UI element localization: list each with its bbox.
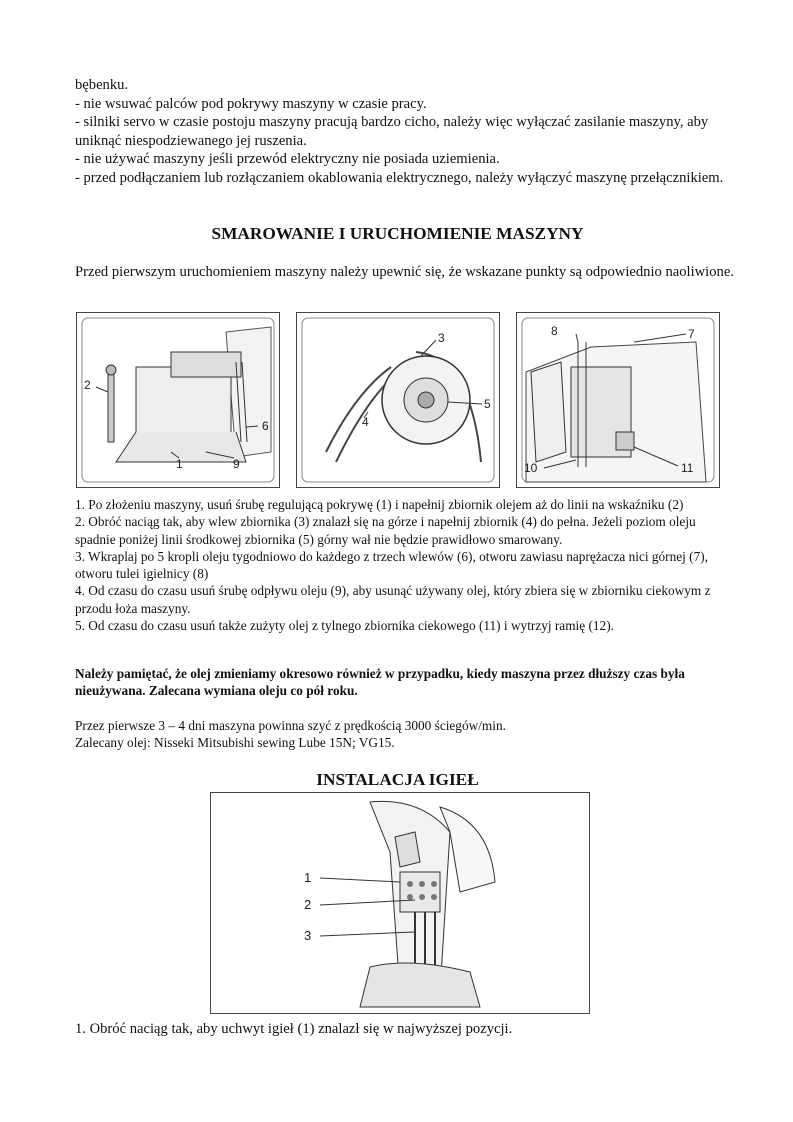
lubrication-intro: Przed pierwszym uruchomieniem maszyny należy upewnić się, że wskazane punkty są odpowiednio naoliwione.: [75, 264, 734, 280]
safety-line: - przed podłączaniem lub rozłączaniem okablowania elektrycznego, należy wyłączyć maszynę przełącznikiem.: [75, 169, 724, 186]
fig1-label: 9: [233, 457, 240, 471]
fig3-label: 10: [524, 461, 538, 475]
figure-oil-tank: [296, 312, 500, 488]
lubrication-step: 4. Od czasu do czasu usuń śrubę odpływu oleju (9), aby usunąć używany olej, który zbiera się w zbiorniku ciekowym z przodu łoża maszyny.: [75, 583, 711, 616]
fig2-label: 5: [484, 397, 491, 411]
fig2-label: 3: [438, 331, 445, 345]
lubrication-step: 1. Po złożeniu maszyny, usuń śrubę regulującą pokrywę (1) i napełnij zbiornik olejem aż do linii na wskaźniku (2): [75, 497, 684, 512]
safety-list: [75, 76, 735, 188]
lubrication-step: 3. Wkraplaj po 5 kropli oleju tygodniowo do każdego z trzech wlewów (6), otworu zawiasu naprężacza nici górnej (7), otworu tulei igielnicy (8): [75, 548, 708, 582]
safety-line: - nie wsuwać palców pod pokrywy maszyny w czasie pracy.: [75, 95, 427, 112]
fig1-label: 6: [262, 419, 269, 433]
section-heading-needles: INSTALACJA IGIEŁ: [316, 770, 479, 789]
fig3-label: 11: [681, 461, 694, 475]
needle-step-1: 1. Obróć naciąg tak, aby uchwyt igieł (1) znalazł się w najwyższej pozycji.: [75, 1021, 513, 1037]
lubrication-steps: [75, 496, 735, 634]
fig3-label: 8: [551, 324, 558, 338]
oil-change-warning: Należy pamiętać, że olej zmieniamy okresowo również w przypadku, kiedy maszyna przez dłuższy czas była nieużywana. Zalecana wymiana oleju co pół roku.: [75, 666, 685, 699]
figure-needle-holder: [210, 792, 590, 1014]
needle-fig-label: 1: [304, 870, 312, 885]
fig3-label: 7: [688, 327, 695, 341]
fig2-label: 4: [362, 415, 369, 429]
speed-line: Przez pierwsze 3 – 4 dni maszyna powinna szyć z prędkością 3000 ściegów/min.: [75, 718, 506, 733]
lubrication-step: 2. Obróć naciąg tak, aby wlew zbiornika (3) znalazł się na górze i napełnij zbiornik (4) do pełna. Jeżeli poziom oleju spadnie poniżej linii środkowej zbiornika (5) górny wał nie będzie prawidłowo smarowany.: [75, 514, 696, 547]
fig1-label: 2: [84, 378, 91, 392]
fig1-label: 1: [176, 457, 183, 471]
lubrication-step: 5. Od czasu do czasu usuń także zużyty olej z tylnego zbiornika ciekowego (11) i wytrzyj ramię (12).: [75, 618, 614, 634]
safety-line: bębenku.: [75, 77, 129, 93]
speed-info: [75, 717, 735, 752]
figure-oil-points: [516, 312, 720, 488]
needle-fig-label: 2: [304, 897, 312, 912]
safety-line: - nie używać maszyny jeśli przewód elektryczny nie posiada uziemienia.: [75, 151, 500, 168]
oil-line: Zalecany olej: Nisseki Mitsubishi sewing Lube 15N; VG15.: [75, 735, 395, 751]
needle-fig-label: 3: [304, 928, 312, 943]
section-heading-lubrication: SMAROWANIE I URUCHOMIENIE MASZYNY: [211, 224, 584, 243]
figure-oil-reservoir: [76, 312, 280, 488]
safety-line: - silniki servo w czasie postoju maszyny pracują bardzo cicho, należy więc wyłączać zasilanie maszyny, aby uniknąć niespodziewanego jej ruszenia.: [75, 114, 709, 149]
